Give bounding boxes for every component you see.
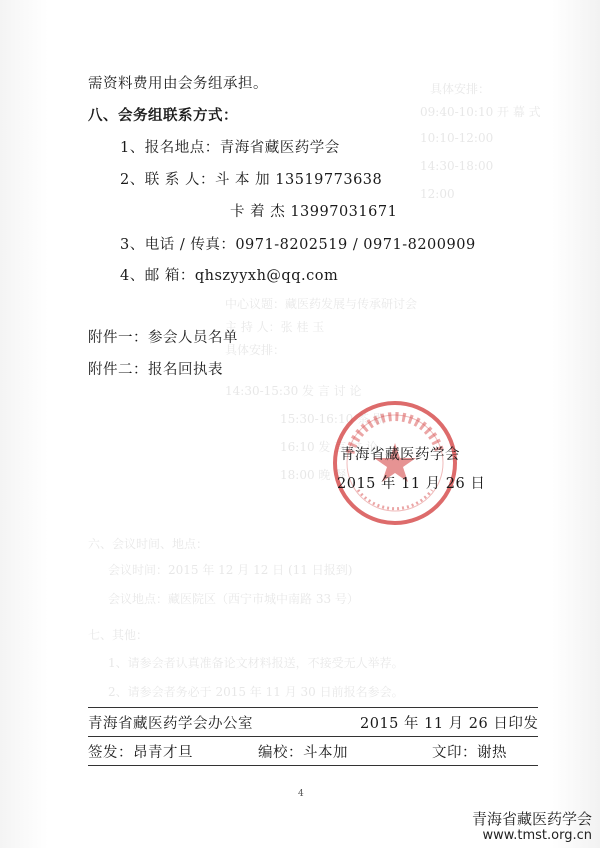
contact-email: 4、邮 箱：qhszyyxh@qq.com — [120, 268, 339, 284]
watermark-url: www.tmst.org.cn — [482, 828, 592, 843]
contact-phone-fax: 3、电话 / 传真：0971-8202519 / 0971-8200909 — [120, 237, 476, 253]
attachment-1: 附件一：参会人员名单 — [88, 330, 238, 346]
footer-bottom-rule — [88, 765, 538, 766]
footer-signer: 签发：昂青才旦 — [88, 745, 193, 761]
signature-date: 2015 年 11 月 26 日 — [337, 476, 486, 492]
footer-office: 青海省藏医药学会办公室 — [88, 716, 253, 732]
footer-editor: 编校：斗本加 — [258, 745, 348, 761]
document-page: 具体安排： 09:40-10:10 开 幕 式 10:10-12:00 14:30-18:00 12:00 中心议题：藏医药发展与传承研讨会 主 持 人：张 桂 玉 具体安排： 14:30-15:30 发 言 讨 论 15:30-16:10 茶 歇 16:10 发 言 讨 论 18:00 晚 餐 六、会议时间、地点： 会议时间：2015 年 12 月 12 日 (11 日报到) 会议地点：藏医院区（西宁市城中南路 33 号） 七、其他： 1、请参会者认真准备论文材料报送，不接受无人举荐。 2、请参会者务必于 2015 年 11 月 30 日前报名参会。 需资料费用由会务组承担。 八、会务组联系方式： 1、报名地点：青海省藏医药学会 2、联 系 人：斗 本 加 13519773638 卡 着 杰 13997031671 3、电话 / 传真：0971-8202519 / 0971-8200909 4、邮 箱：qhszyyxh@qq.com 附件一：参会人员名单 附件二：报名回执表 青海省藏医药学会 2015 年 11 月 26 日 青海省藏医药学会办公室 2015 年 11 月 26 日印发 签发：昂青才旦 编校：斗本加 文印：谢热 4 青海省藏医药学会 www.tmst.org.cn — [0, 0, 600, 848]
footer-middle-rule — [88, 736, 538, 737]
attachment-2: 附件二：报名回执表 — [88, 362, 223, 378]
footer-printer: 文印：谢热 — [432, 745, 507, 761]
contact-person-2: 卡 着 杰 13997031671 — [230, 204, 398, 220]
section-contact-heading: 八、会务组联系方式： — [88, 107, 238, 124]
page-number: 4 — [298, 789, 304, 799]
signature-organization: 青海省藏医药学会 — [340, 447, 460, 463]
footer-issued-date: 2015 年 11 月 26 日印发 — [360, 716, 539, 732]
footer-top-rule — [88, 707, 538, 708]
contact-person-1: 2、联 系 人：斗 本 加 13519773638 — [120, 172, 383, 188]
contact-location: 1、报名地点：青海省藏医药学会 — [120, 140, 340, 156]
body-line-fees: 需资料费用由会务组承担。 — [88, 76, 268, 92]
watermark-title: 青海省藏医药学会 — [471, 810, 592, 828]
